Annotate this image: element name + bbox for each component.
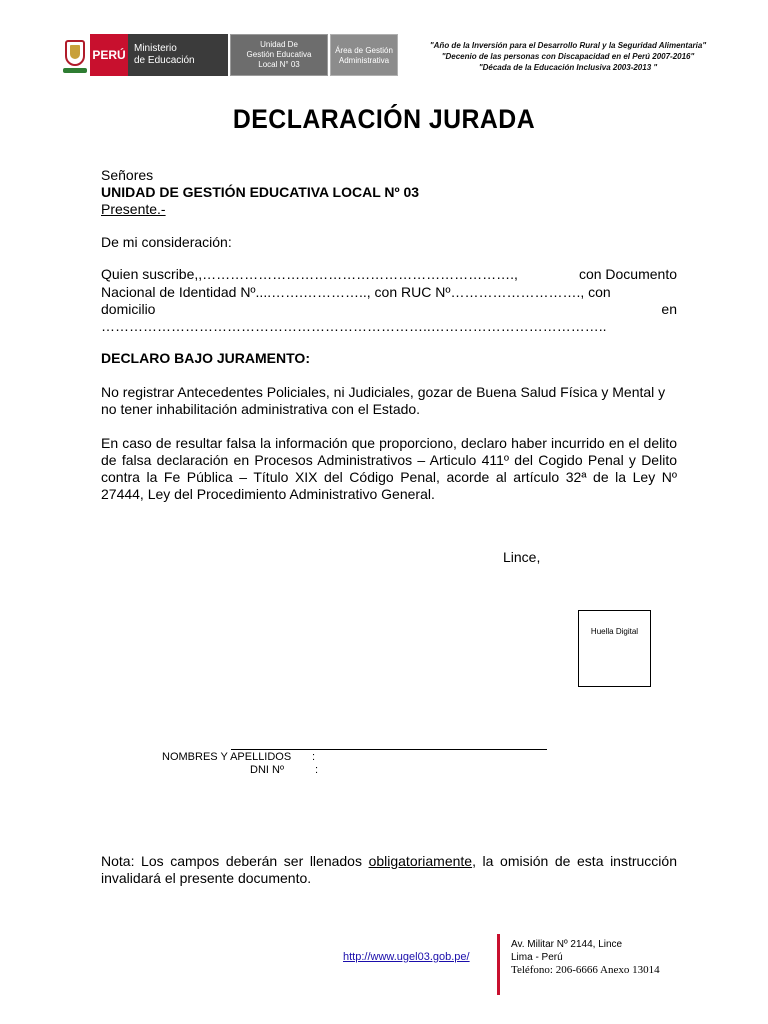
note-emphasis: obligatoriamente	[368, 853, 473, 869]
greeting: De mi consideración:	[101, 234, 232, 250]
dni-colon: :	[315, 764, 319, 776]
footer-address-2: Lima - Perú	[511, 952, 563, 963]
header-logo-band	[62, 34, 398, 76]
motto-line: "Decenio de las personas con Discapacidad en el Perú 2007-2016"	[441, 52, 695, 61]
ministry-label: Ministerio de Educación	[128, 34, 228, 76]
identity-line-1: Quien suscribe,,…………………………………………………………., con Documento	[101, 266, 677, 282]
footer-phone: Teléfono: 206-6666 Anexo 13014	[511, 964, 660, 976]
footer-divider	[497, 934, 500, 995]
place-label: Lince,	[503, 549, 541, 565]
identity-line-3: domicilio en	[101, 301, 677, 317]
website-link[interactable]: http://www.ugel03.gob.pe/	[343, 951, 470, 963]
ugel-unit-label: Unidad De Gestión Educativa Local N° 03	[230, 34, 328, 76]
header-mottos	[418, 40, 718, 73]
footer-address-1: Av. Militar Nº 2144, Lince	[511, 939, 623, 950]
fingerprint-box	[578, 610, 651, 687]
identity-line-2: Nacional de Identidad Nº....…….………….., con RUC Nº………………………., con	[101, 284, 611, 300]
addressee-presente: Presente.-	[101, 201, 166, 217]
addressee-entity: UNIDAD DE GESTIÓN EDUCATIVA LOCAL Nº 03	[101, 184, 420, 200]
note-paragraph: Nota: Los campos deberán ser llenados obligatoriamente, la omisión de esta instrucción invalidará el presente documento.	[101, 853, 677, 886]
motto-line: "Año de la Inversión para el Desarrollo Rural y la Seguridad Alimentaria"	[429, 41, 707, 50]
declaration-paragraph-2: En caso de resultar falsa la información que proporciono, declaro haber incurrido en el delito de falsa declaración en Procesos Administrativos – Articulo 411º del Cogido Penal y Delito contra la Fe Pública – Título XIX del Código Penal, acorde al artículo 32ª de la Ley Nº 27444, Ley del Procedimiento Administrativo General.	[101, 435, 677, 502]
peru-brand-label: PERÚ	[90, 34, 128, 76]
motto-line: "Década de la Educación Inclusiva 2003-2013 "	[478, 63, 658, 72]
identity-line-4: ……………………………………………………………..………………………………..	[101, 318, 607, 334]
signature-line	[231, 749, 547, 750]
document-title: DECLARACIÓN JURADA	[232, 104, 536, 134]
names-label: NOMBRES Y APELLIDOS	[162, 751, 292, 763]
names-colon: :	[312, 751, 316, 763]
declare-heading: DECLARO BAJO JURAMENTO:	[101, 350, 310, 366]
fingerprint-label: Huella Digital	[590, 627, 639, 636]
national-seal-icon	[62, 34, 88, 76]
addressee-salutation: Señores	[101, 167, 154, 183]
area-label: Área de Gestión Administrativa	[330, 34, 398, 76]
declaration-paragraph-1: No registrar Antecedentes Policiales, ni Judiciales, gozar de Buena Salud Física y Mental y no tener inhabilitación administrativa con el Estado.	[101, 384, 666, 417]
dni-label: DNI Nº	[250, 764, 284, 776]
